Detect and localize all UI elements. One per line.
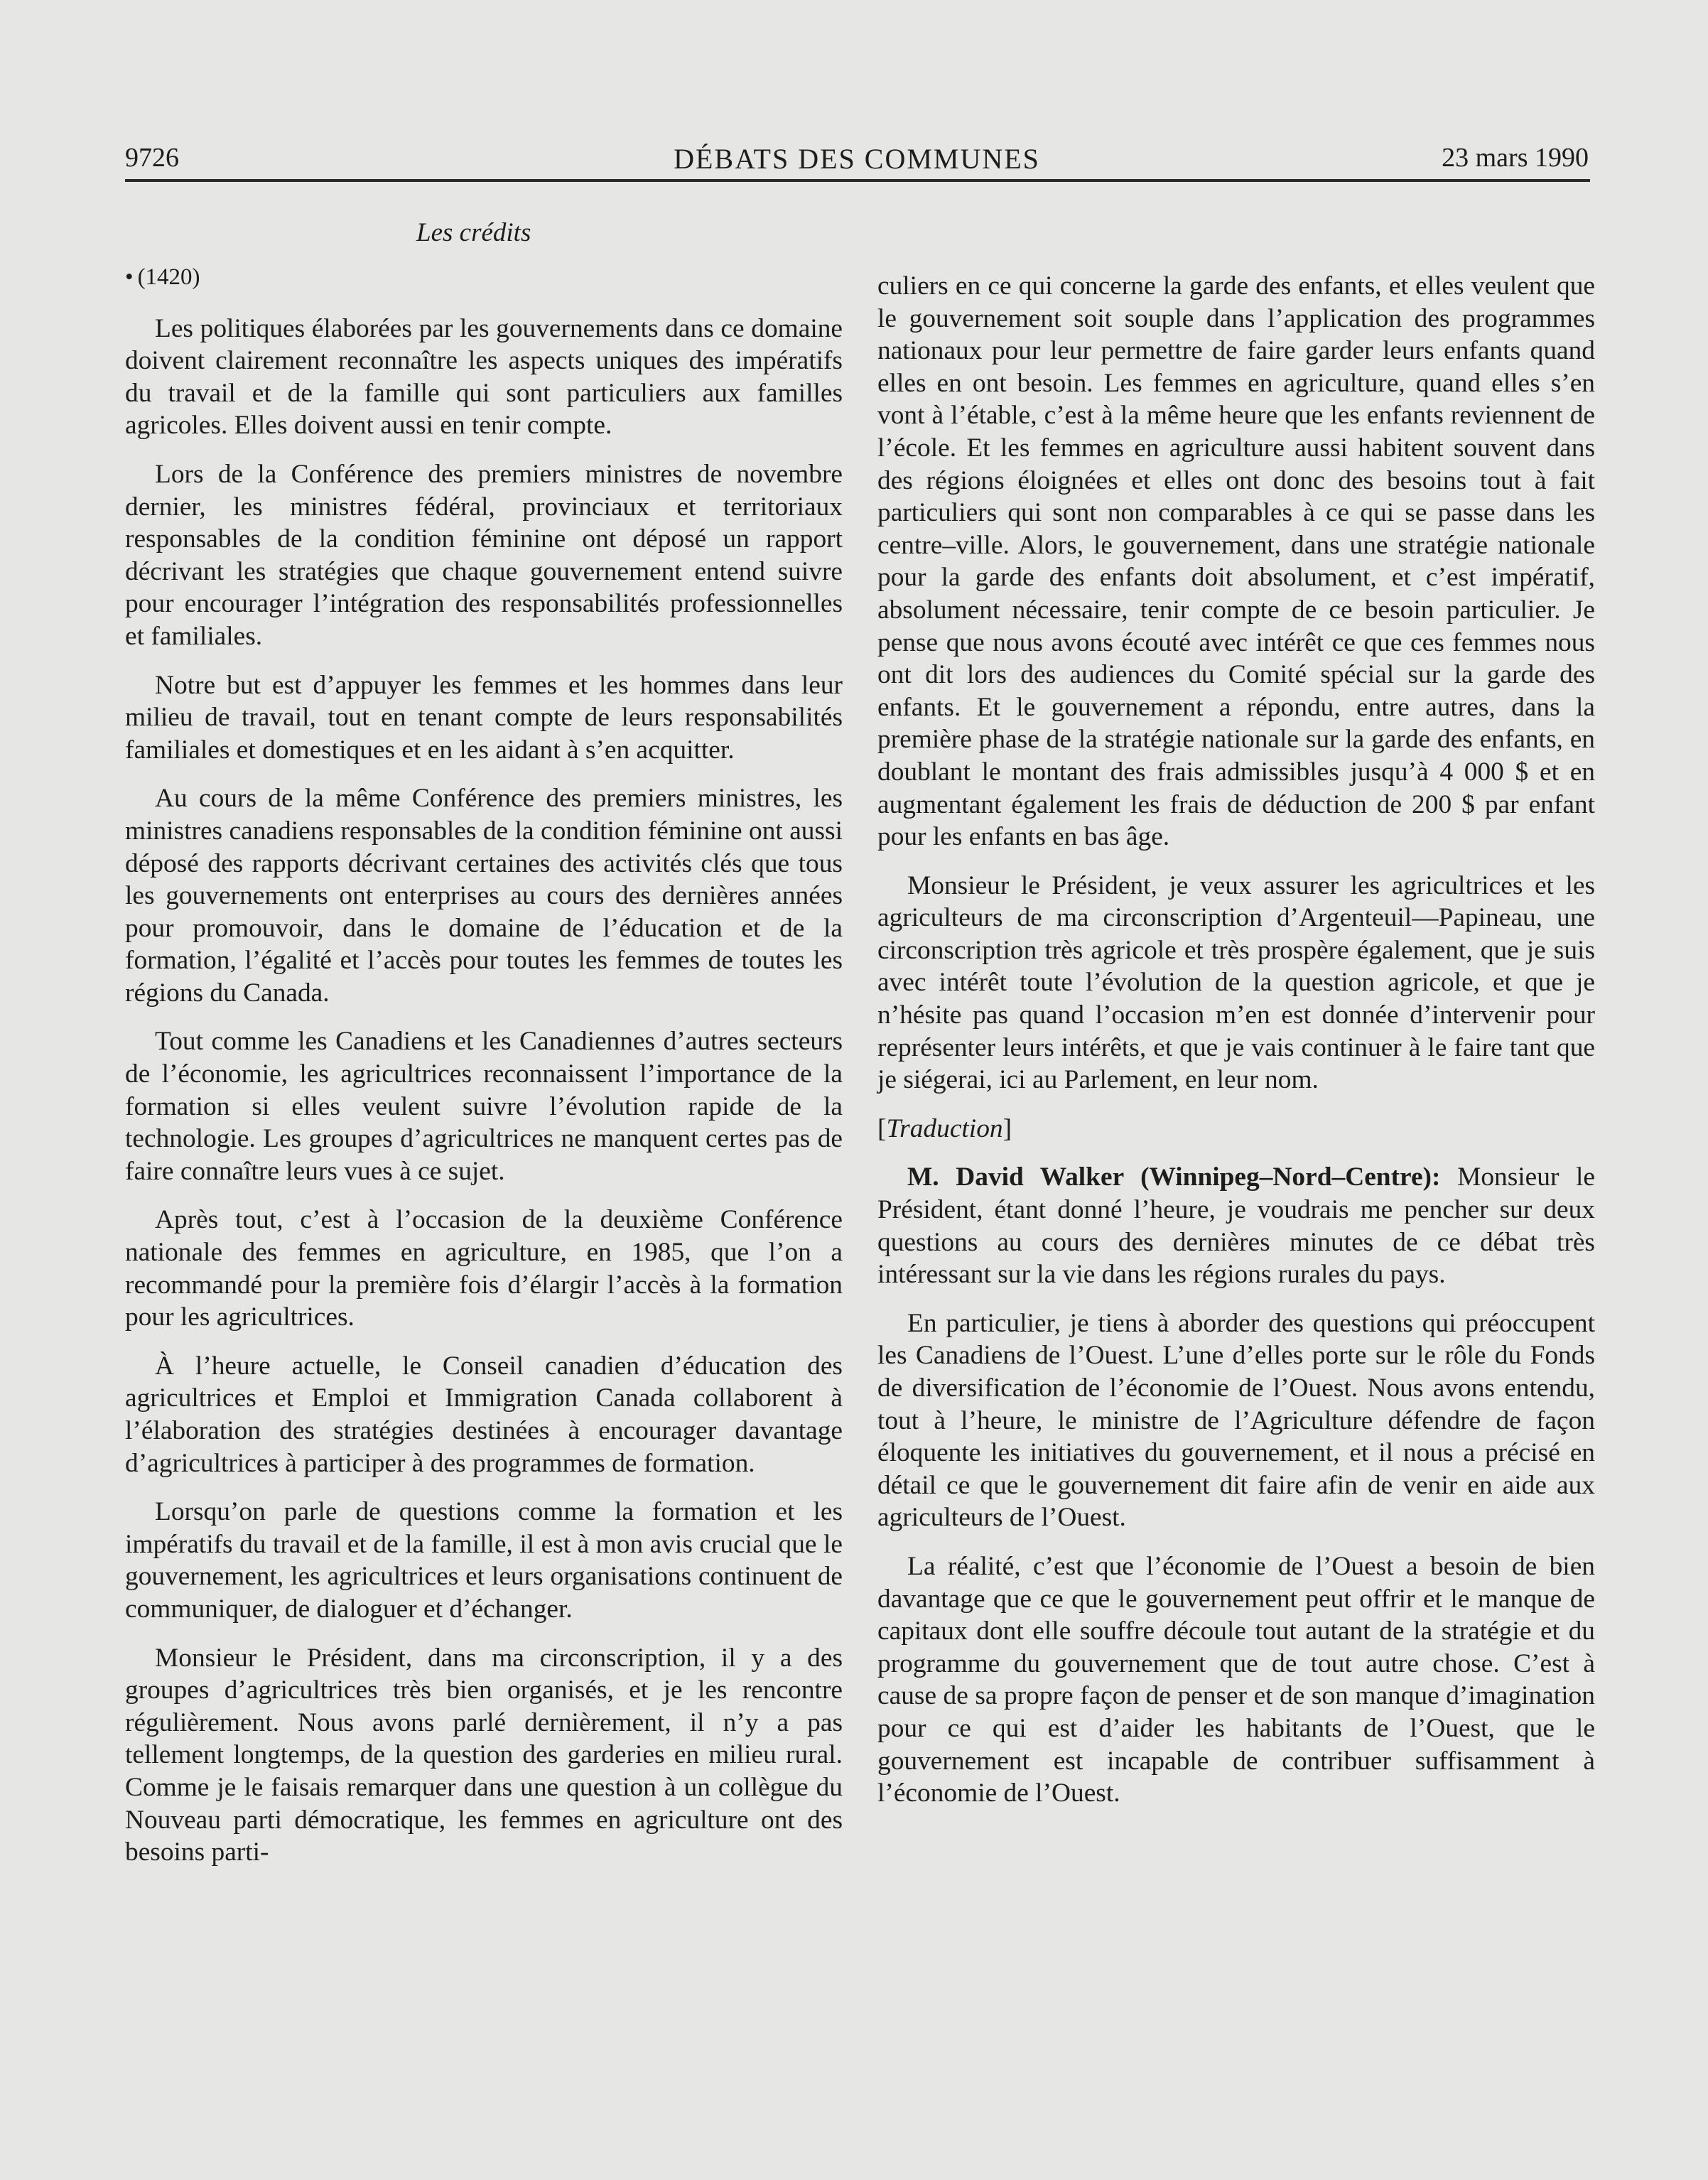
- bullet-icon: •: [125, 264, 134, 290]
- left-column: [125, 261, 843, 1885]
- translation-close-bracket: ]: [1002, 1113, 1012, 1143]
- paragraph: Lorsqu’on parle de questions comme la formation et les impératifs du travail et de la famille, il est à mon avis crucial que le gouvernement, les agricultrices et leurs organisations continuent de communiquer, de dialoguer et d’échanger.: [125, 1497, 843, 1624]
- paragraph: Lors de la Conférence des premiers ministres de novembre dernier, les ministres fédéral, provinciaux et territoriaux responsables de la condition féminine ont déposé un rapport décrivant les stratégies que chaque gouvernement entend suivre pour encourager l’intégration des responsabilités professionnelles et familiales.: [125, 459, 843, 651]
- speaker-name: M. David Walker (Winnipeg–Nord–Centre):: [907, 1162, 1441, 1192]
- translation-open-bracket: [: [877, 1113, 887, 1143]
- section-title: Les crédits: [416, 218, 531, 247]
- journal-title: DÉBATS DES COMMUNES: [674, 143, 1040, 175]
- speech-opening: Monsieur le Président, étant donné l’heure, je voudrais me pencher sur deux questions au cours des dernières minutes de ce débat très intéressant sur la vie dans les régions rurales du pays.: [877, 1162, 1595, 1290]
- paragraph: Monsieur le Président, je veux assurer les agricultrices et les agriculteurs de ma circonscription d’Argenteuil—Papineau, une circonscription très agricole et très prospère également, que je suis avec intérêt toute l’évolution de la question agricole, et que je n’hésite pas quand l’occasion m’en est donnée d’intervenir pour représenter leurs intérêts, et que je vais continuer à le faire tant que je siégerai, ici au Parlement, en leur nom.: [877, 870, 1595, 1095]
- paragraph: En particulier, je tiens à aborder des questions qui préoccupent les Canadiens de l’Ouest. L’une d’elles porte sur le rôle du Fonds de diversification de l’économie de l’Ouest. Nous avons entendu, tout à l’heure, le ministre de l’Agriculture défendre de façon éloquente les initiatives du gouvernement, et il nous a précisé en détail ce que le gouvernement dit faire afin de venir en aide aux agriculteurs de l’Ouest.: [877, 1308, 1595, 1533]
- paragraph: Monsieur le Président, dans ma circonscription, il y a des groupes d’agricultrices très bien organisés, et je les rencontre régulièrement. Nous avons parlé dernièrement, il n’y a pas tellement longtemps, de la question des garderies en milieu rural. Comme je le faisais remarquer dans une question à un collègue du Nouveau parti démocratique, les femmes en agriculture ont des besoins parti-: [125, 1643, 843, 1867]
- paragraph: Au cours de la même Conférence des premiers ministres, les ministres canadiens responsables de la condition féminine ont aussi déposé des rapports décrivant certaines des activités clés que tous les gouvernements ont enterprises au cours des dernières années pour promouvoir, dans le domaine de l’éducation et de la formation, l’égalité et l’accès pour toutes les femmes de toutes les régions du Canada.: [125, 784, 843, 1008]
- speech-paragraph: [877, 1161, 1595, 1290]
- time-stamp-text: (1420): [137, 264, 200, 290]
- paragraph: Notre but est d’appuyer les femmes et les hommes dans leur milieu de travail, tout en tenant compte de leurs responsabilités familiales et domestiques et en les aidant à s’en acquitter.: [125, 670, 843, 765]
- page-number: 9726: [125, 143, 179, 173]
- paragraph: À l’heure actuelle, le Conseil canadien d’éducation des agricultrices et Emploi et Immigration Canada collaborent à l’élaboration des stratégies destinées à encourager davantage d’agricultrices à participer à des programmes de formation.: [125, 1351, 843, 1478]
- paragraph: Après tout, c’est à l’occasion de la deuxième Conférence nationale des femmes en agriculture, en 1985, que l’on a recommandé pour la première fois d’élargir l’accès à la formation pour les agricultrices.: [125, 1205, 843, 1332]
- time-stamp: [125, 261, 843, 294]
- paragraph: La réalité, c’est que l’économie de l’Ouest a besoin de bien davantage que ce que le gouvernement peut offrir et le manque de capitaux dont elle souffre découle tout autant de la stratégie et du programme du gouvernement que de tout autre chose. C’est à cause de sa propre façon de penser et de son manque d’imagination pour ce qui est d’aider les habitants de l’Ouest, que le gouvernement est incapable de contribuer suffisamment à l’économie de l’Ouest.: [877, 1551, 1595, 1808]
- paragraph: Les politiques élaborées par les gouvernements dans ce domaine doivent clairement reconnaître les aspects uniques des impératifs du travail et de la famille qui sont particuliers aux familles agricoles. Elles doivent aussi en tenir compte.: [125, 313, 843, 441]
- translation-label: Traduction: [886, 1113, 1003, 1143]
- page-header: [125, 142, 1589, 185]
- paragraph: Tout comme les Canadiens et les Canadiennes d’autres secteurs de l’économie, les agricultrices reconnaissent l’importance de la formation si elles veulent suivre l’évolution rapide de la technologie. Les groupes d’agricultrices ne manquent certes pas de faire connaître leurs vues à ce sujet.: [125, 1027, 843, 1186]
- header-date: 23 mars 1990: [1442, 143, 1589, 173]
- header-rule: [125, 179, 1590, 182]
- right-column: [877, 270, 1595, 1826]
- paragraph: culiers en ce qui concerne la garde des enfants, et elles veulent que le gouvernement soit souple dans l’application des programmes nationaux pour leur permettre de faire garder leurs enfants quand elles en ont besoin. Les femmes en agriculture, quand elles s’en vont à l’étable, c’est à la même heure que les enfants reviennent de l’école. Et les femmes en agriculture aussi habitent souvent dans des régions éloignées et elles ont donc des besoins tout à fait particuliers qui sont non comparables à ce qui se passe dans les centre–ville. Alors, le gouvernement, dans une stratégie nationale pour la garde des enfants doit absolument, et c’est impératif, absolument nécessaire, tenir compte de ce besoin particulier. Je pense que nous avons écouté avec intérêt ce que ces femmes nous ont dit lors des audiences du Comité spécial sur la garde des enfants. Et le gouvernement a répondu, entre autres, dans la première phase de la stratégie nationale sur la garde des enfants, en doublant le montant des frais admissibles jusqu’à 4 000 $ et en augmentant également les frais de déduction de 200 $ par enfant pour les enfants en bas âge.: [877, 271, 1595, 852]
- translation-marker: [877, 1113, 1595, 1145]
